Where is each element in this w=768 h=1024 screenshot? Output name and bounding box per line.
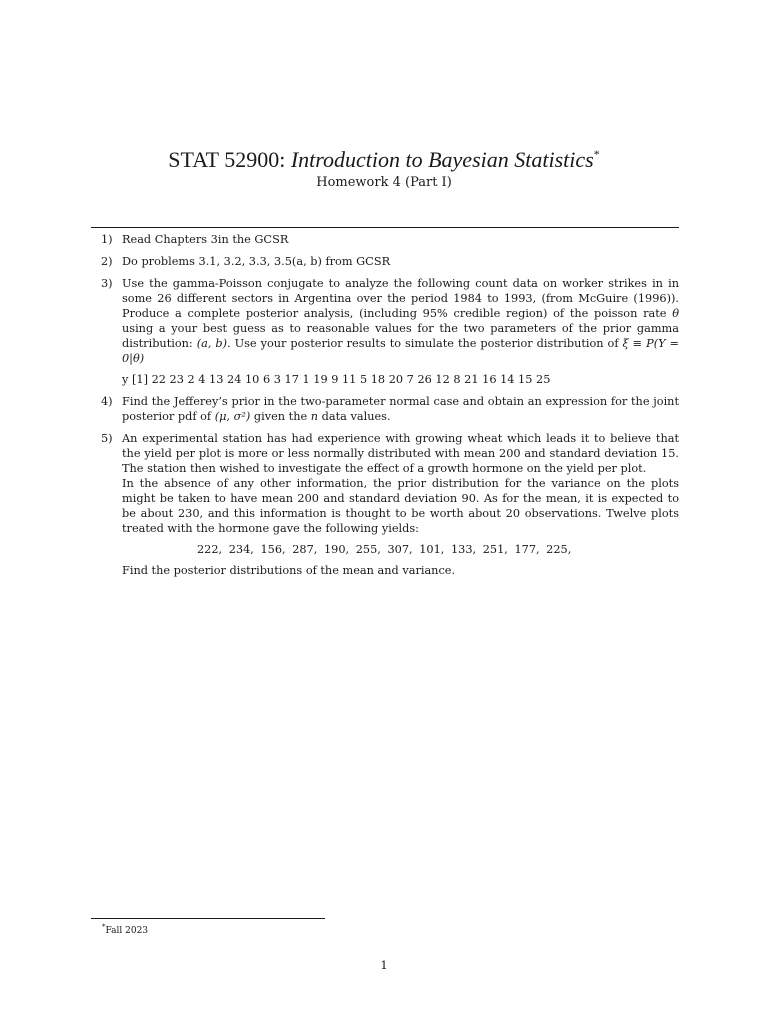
problem-4: [91, 394, 679, 424]
problem-text: Use the gamma-Poisson conjugate to analyze the following count data on worker strikes in in some 26 different sectors in Argentina over the period 1984 to 1993, (from McGuire (1996)). Produce a complete posterior analysis, (including 95% credible region) of the poisson rate θ using a your best guess as to reasonable values for the two parameters of the prior gamma distribution: (a, b). Use your posterior results to simulate the posterior distribution of ξ ≡ P(Y = 0|θ): [122, 277, 680, 365]
n-symbol: n: [310, 410, 319, 423]
theta-symbol: θ: [672, 307, 680, 320]
homework-subtitle: Homework 4 (Part I): [316, 175, 452, 190]
problem-5: [91, 431, 679, 578]
problem-number: 1): [101, 233, 113, 246]
xi-expression: ξ ≡ P(Y = 0|θ): [122, 337, 679, 365]
footnote-divider: [91, 918, 325, 919]
footnote: [102, 921, 148, 937]
problem-2: [91, 254, 679, 269]
problem-text-part-2: In the absence of any other information, the prior distribution for the variance on the plots might be taken to have mean 200 and standard deviation 90. As for the mean, it is expected to be about 230, and this information is thought to be worth about 20 observations. Twelve plots treated with the hormone gave the following yields:: [122, 477, 679, 535]
problem-1: [91, 232, 679, 247]
normal-params: (μ, σ²): [214, 410, 251, 423]
page-number: 1: [380, 958, 388, 972]
problem-3: [91, 276, 679, 387]
header-divider: [91, 227, 679, 228]
problem-text: Do problems 3.1, 3.2, 3.3, 3.5(a, b) from GCSR: [122, 255, 391, 268]
problem-text: Find the Jefferey’s prior in the two-parameter normal case and obtain an expression for the joint posterior pdf of (μ, σ²) given the n data values.: [122, 395, 679, 423]
problem-text: Read Chapters 3in the GCSR: [122, 233, 289, 246]
problem-list: [91, 232, 679, 585]
problem-text-part-1: An experimental station has had experience with growing wheat which leads it to believe that the yield per plot is more or less normally distributed with mean 200 and standard deviation 15. The station then wished to investigate the effect of a growth hormone on the yield per plot.: [122, 432, 679, 475]
footnote-mark: *: [593, 147, 600, 161]
problem-number: 5): [101, 432, 113, 445]
document-title: [0, 140, 768, 174]
strike-count-data: y [1] 22 23 2 4 13 24 10 6 3 17 1 19 9 11 5 18 20 7 26 12 8 21 16 14 15 25: [122, 373, 551, 386]
problem-number: 4): [101, 395, 113, 408]
problem-text-part-3: Find the posterior distributions of the mean and variance.: [122, 564, 456, 577]
problem-number: 3): [101, 277, 113, 290]
problem-number: 2): [101, 255, 113, 268]
yield-values: 222, 234, 156, 287, 190, 255, 307, 101, 133, 251, 177, 225,: [197, 543, 572, 556]
footnote-text: Fall 2023: [105, 926, 149, 936]
course-name: Introduction to Bayesian Statistics: [290, 147, 594, 172]
prior-params: (a, b): [196, 337, 228, 350]
course-code: STAT 52900:: [168, 147, 286, 172]
footnote-mark: *: [102, 923, 106, 931]
